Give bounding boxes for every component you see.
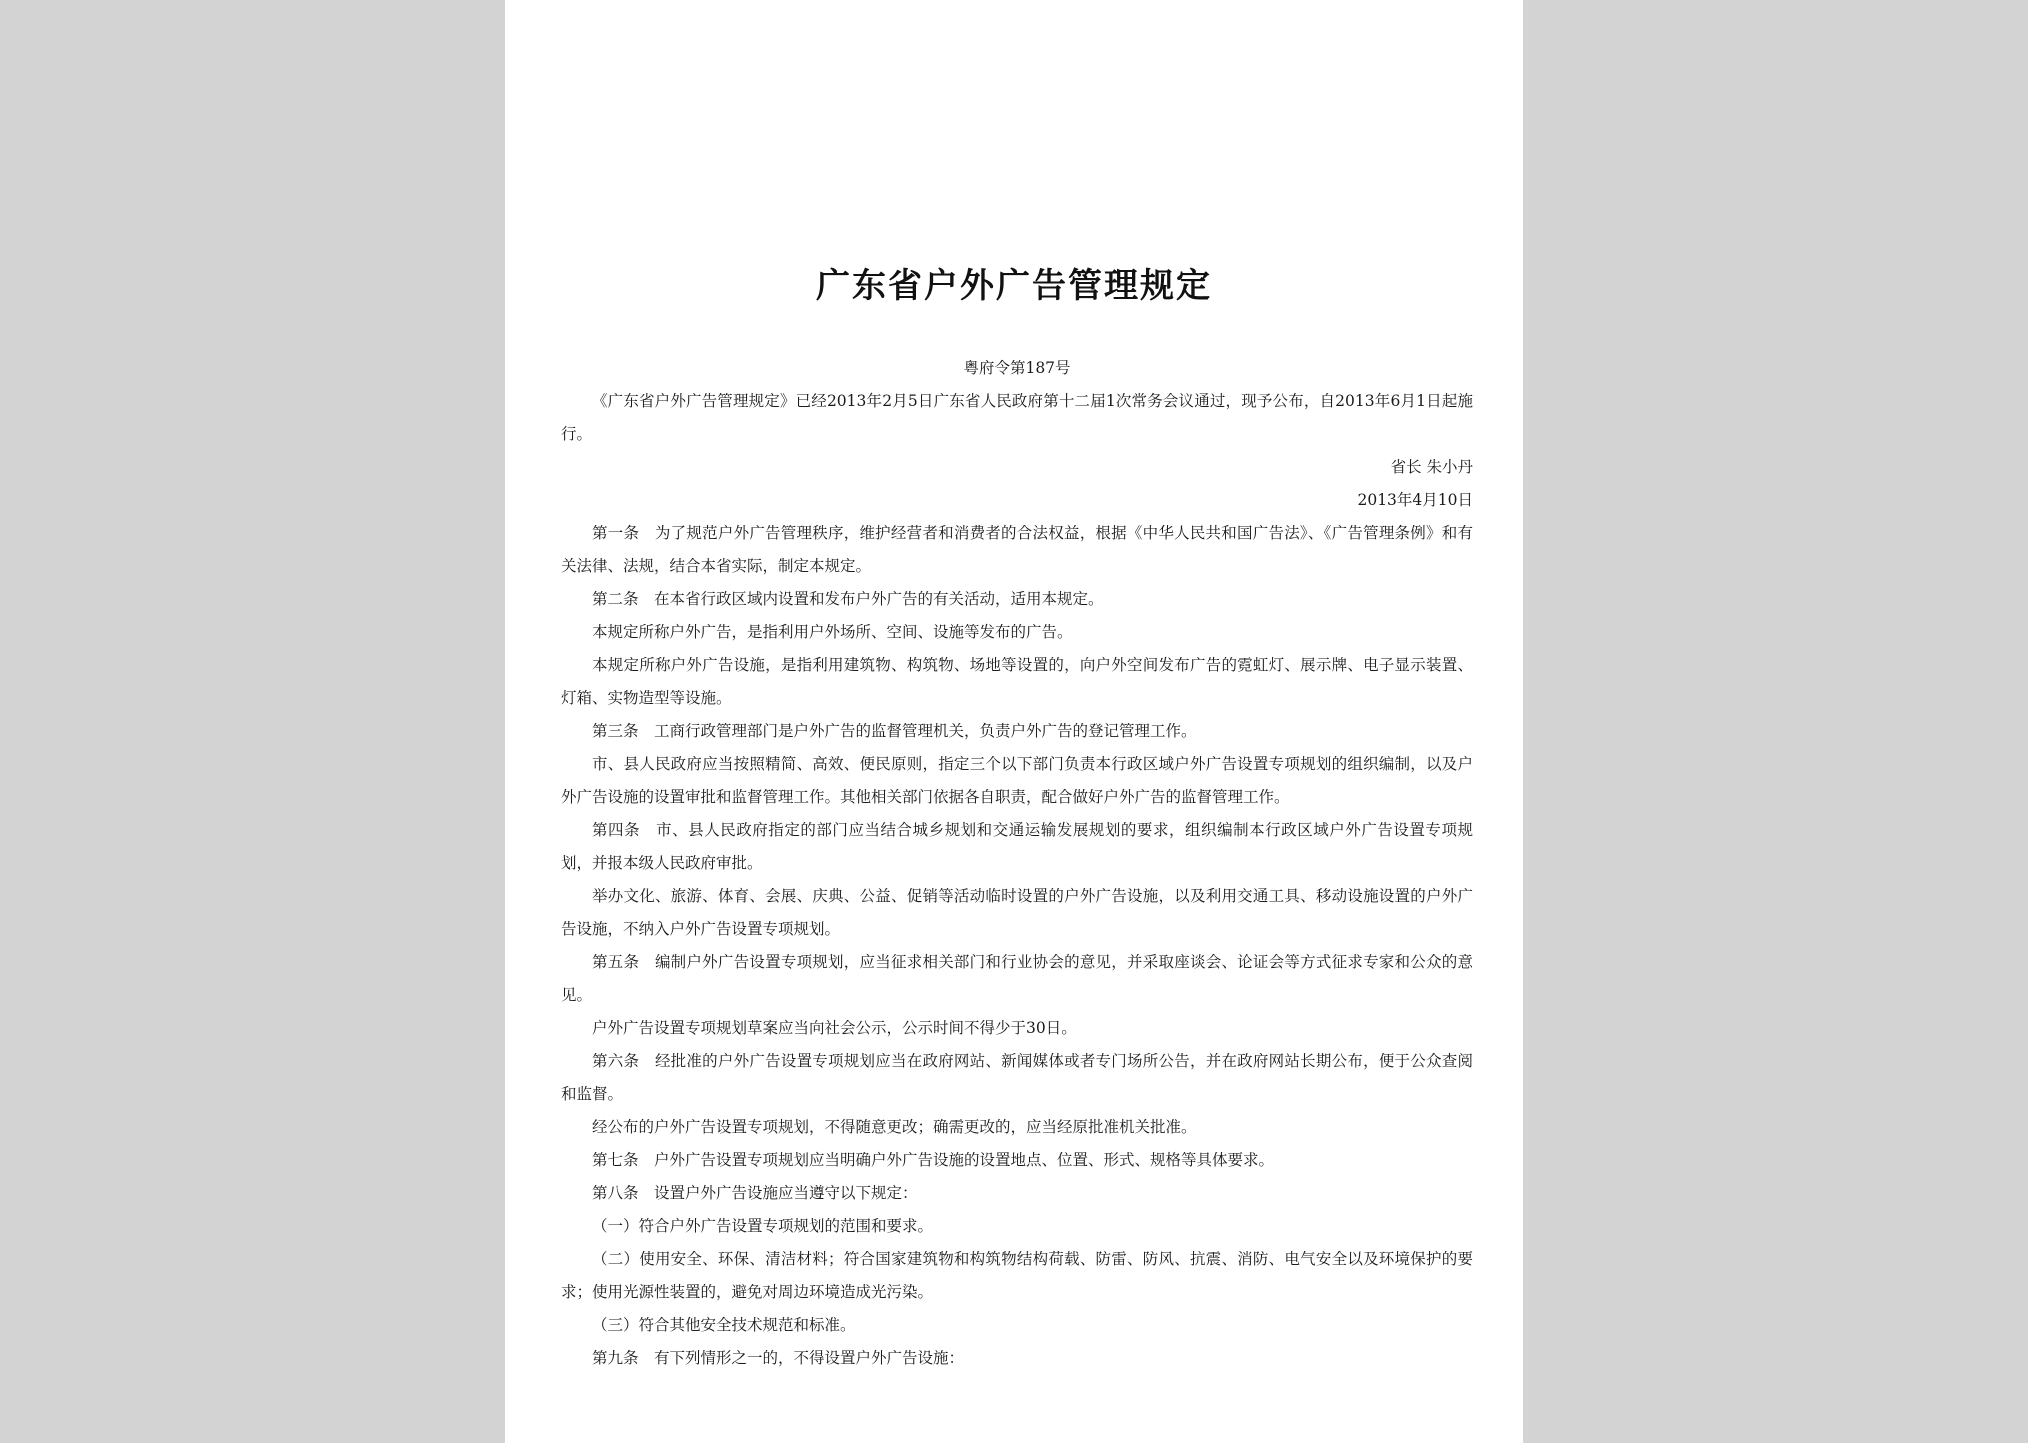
document-page [505, 0, 1523, 1443]
article-paragraph: 第四条 市、县人民政府指定的部门应当结合城乡规划和交通运输发展规划的要求，组织编制本行政区域户外广告设置专项规划，并报本级人民政府审批。 [561, 821, 1473, 872]
article-paragraph: 第八条 设置户外广告设施应当遵守以下规定： [592, 1184, 918, 1202]
article-paragraph: 第二条 在本省行政区域内设置和发布户外广告的有关活动，适用本规定。 [592, 590, 1104, 608]
article-paragraph: （二）使用安全、环保、清洁材料；符合国家建筑物和构筑物结构荷载、防雷、防风、抗震、消防、电气安全以及环境保护的要求；使用光源性装置的，避免对周边环境造成光污染。 [561, 1250, 1473, 1301]
promulgation-paragraph: 《广东省户外广告管理规定》已经2013年2月5日广东省人民政府第十二届1次常务会议通过，现予公布，自2013年6月1日起施行。 [561, 392, 1473, 443]
document-body [561, 352, 1473, 1375]
order-number: 粤府令第187号 [963, 359, 1071, 377]
document-title: 广东省户外广告管理规定 [816, 266, 1212, 306]
signer: 省长 朱小丹 [1390, 458, 1473, 476]
article-paragraph: （一）符合户外广告设置专项规划的范围和要求。 [592, 1217, 934, 1235]
article-paragraph: 第五条 编制户外广告设置专项规划，应当征求相关部门和行业协会的意见，并采取座谈会、论证会等方式征求专家和公众的意见。 [561, 953, 1473, 1004]
article-paragraph: 本规定所称户外广告，是指利用户外场所、空间、设施等发布的广告。 [592, 623, 1073, 641]
article-paragraph: 户外广告设置专项规划草案应当向社会公示，公示时间不得少于30日。 [592, 1019, 1077, 1037]
sign-date: 2013年4月10日 [1357, 491, 1473, 509]
article-paragraph: 第七条 户外广告设置专项规划应当明确户外广告设施的设置地点、位置、形式、规格等具体要求。 [592, 1151, 1275, 1169]
article-paragraph: 第六条 经批准的户外广告设置专项规划应当在政府网站、新闻媒体或者专门场所公告，并在政府网站长期公布，便于公众查阅和监督。 [561, 1052, 1473, 1103]
article-paragraph: 第九条 有下列情形之一的，不得设置户外广告设施： [592, 1349, 965, 1367]
article-paragraph: 经公布的户外广告设置专项规划，不得随意更改；确需更改的，应当经原批准机关批准。 [592, 1118, 1197, 1136]
article-paragraph: 市、县人民政府应当按照精简、高效、便民原则，指定三个以下部门负责本行政区域户外广告设置专项规划的组织编制，以及户外广告设施的设置审批和监督管理工作。其他相关部门依据各自职责，配合做好户外广告的监督管理工作。 [561, 755, 1473, 806]
article-paragraph: （三）符合其他安全技术规范和标准。 [592, 1316, 856, 1334]
article-paragraph: 举办文化、旅游、体育、会展、庆典、公益、促销等活动临时设置的户外广告设施，以及利用交通工具、移动设施设置的户外广告设施，不纳入户外广告设置专项规划。 [561, 887, 1473, 938]
article-paragraph: 第一条 为了规范户外广告管理秩序，维护经营者和消费者的合法权益，根据《中华人民共和国广告法》、《广告管理条例》和有关法律、法规，结合本省实际，制定本规定。 [561, 524, 1473, 575]
article-paragraph: 本规定所称户外广告设施，是指利用建筑物、构筑物、场地等设置的，向户外空间发布广告的霓虹灯、展示牌、电子显示装置、灯箱、实物造型等设施。 [561, 656, 1473, 707]
article-paragraph: 第三条 工商行政管理部门是户外广告的监督管理机关，负责户外广告的登记管理工作。 [592, 722, 1197, 740]
